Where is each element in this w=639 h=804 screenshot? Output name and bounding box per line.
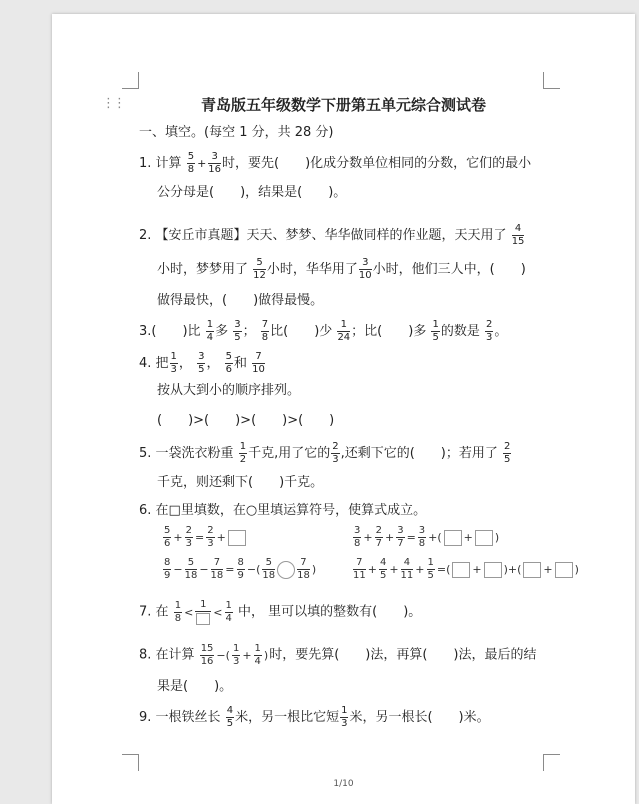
page-title: 青岛版五年级数学下册第五单元综合测试卷 bbox=[200, 96, 486, 114]
question-1-line-2: 公分母是( )，结果是( )。 bbox=[157, 185, 347, 200]
question-6: 6. 在□里填数，在○里填运算符号，使算式成立。 bbox=[139, 503, 427, 518]
question-4-line-3: ( )>( )>( )>( ) bbox=[157, 413, 335, 428]
equation-a: $\frac{5}{6}$ + $\frac{2}{3}$ = $\frac{2}{3}$ + bbox=[162, 526, 247, 549]
answer-box[interactable] bbox=[444, 530, 462, 546]
fraction: $\frac{3}{16}$ bbox=[208, 151, 222, 175]
page-number: 1/10 bbox=[333, 779, 354, 789]
question-7: 7. 在 $\frac{1}{8}$ < 1 < $\frac{1}{4}$ 中， 里可以填的整数有( )。 bbox=[139, 599, 422, 624]
question-2-line-3: 做得最快，( )做得最慢。 bbox=[157, 293, 324, 308]
drag-handle-icon[interactable]: ⋮⋮ bbox=[102, 96, 124, 111]
question-2-line-2: 小时，梦梦用了 $\frac{5}{12}$ 小时，华华用了 $\frac{3}{10}$ 小时，他们三人中，( ) bbox=[157, 257, 526, 281]
answer-box[interactable] bbox=[228, 530, 246, 546]
question-3: 3.( )比 $\frac{1}{4}$ 多 $\frac{3}{5}$ ； $\frac{7}{8}$ 比( )少 $\frac{1}{24}$ ；比( )多 $\frac{1}{5}$ 的数是 $\frac{2}{3}$ 。 bbox=[139, 319, 508, 343]
equation-d: $\frac{7}{11}$ + $\frac{4}{5}$ + $\frac{4}{11}$ + $\frac{1}{5}$ =( + )+( + ) bbox=[353, 557, 579, 581]
fraction: $\frac{3}{10}$ bbox=[358, 257, 372, 281]
fraction: $\frac{5}{8}$ bbox=[187, 151, 195, 175]
answer-box[interactable] bbox=[484, 562, 502, 578]
section-heading: 一、填空。(每空 1 分，共 28 分) bbox=[139, 125, 334, 140]
fraction: $\frac{4}{15}$ bbox=[511, 223, 525, 247]
answer-circle[interactable] bbox=[277, 561, 295, 579]
crop-mark-top-right bbox=[543, 72, 560, 89]
fraction: $\frac{5}{12}$ bbox=[253, 257, 266, 281]
answer-box[interactable] bbox=[452, 562, 470, 578]
equation-b: $\frac{3}{8}$ + $\frac{2}{7}$ + $\frac{3}{7}$ = $\frac{3}{8}$ +( + ) bbox=[354, 525, 500, 549]
crop-mark-top-left bbox=[122, 72, 139, 89]
question-8-line-2: 果是( )。 bbox=[157, 679, 233, 694]
equation-c: $\frac{8}{9}$ − $\frac{5}{18}$ − $\frac{7}{18}$ = $\frac{8}{9}$ −( $\frac{5}{18}$ $\frac{7}{18}$ ) bbox=[164, 557, 317, 581]
answer-box[interactable] bbox=[555, 562, 573, 578]
answer-box[interactable] bbox=[475, 530, 493, 546]
answer-box[interactable] bbox=[196, 613, 210, 625]
question-4-line-1: 4. 把 $\frac{1}{3}$ ， $\frac{3}{5}$ ， $\frac{5}{6}$ 和 $\frac{7}{10}$ bbox=[139, 351, 265, 375]
crop-mark-bottom-left bbox=[122, 754, 139, 771]
answer-box[interactable] bbox=[523, 562, 541, 578]
question-8-line-1: 8. 在计算 $\frac{15}{16}$ −( $\frac{1}{3}$ + $\frac{1}{4}$ )时，要先算( )法，再算( )法，最后的结 bbox=[139, 643, 537, 667]
question-4-line-2: 按从大到小的顺序排列。 bbox=[157, 383, 301, 398]
question-2-line-1: 2. 【安丘市真题】天天、梦梦、华华做同样的作业题，天天用了 $\frac{4}{15}$ bbox=[139, 223, 525, 247]
crop-mark-bottom-right bbox=[543, 754, 560, 771]
question-9: 9. 一根铁丝长 $\frac{4}{5}$ 米，另一根比它短 $\frac{1}{3}$ 米，另一根长( )米。 bbox=[139, 705, 490, 729]
question-5-line-2: 千克，则还剩下( )千克。 bbox=[157, 475, 324, 490]
document-page bbox=[52, 14, 635, 804]
question-1-line-1: 1. 计算 $\frac{5}{8}$ + $\frac{3}{16}$ 时，要先( )化成分数单位相同的分数，它们的最小 bbox=[139, 151, 532, 175]
question-5-line-1: 5. 一袋洗衣粉重 $\frac{1}{2}$ 千克,用了它的 $\frac{2}{3}$ ,还剩下它的( )；若用了 $\frac{2}{5}$ bbox=[139, 441, 511, 465]
